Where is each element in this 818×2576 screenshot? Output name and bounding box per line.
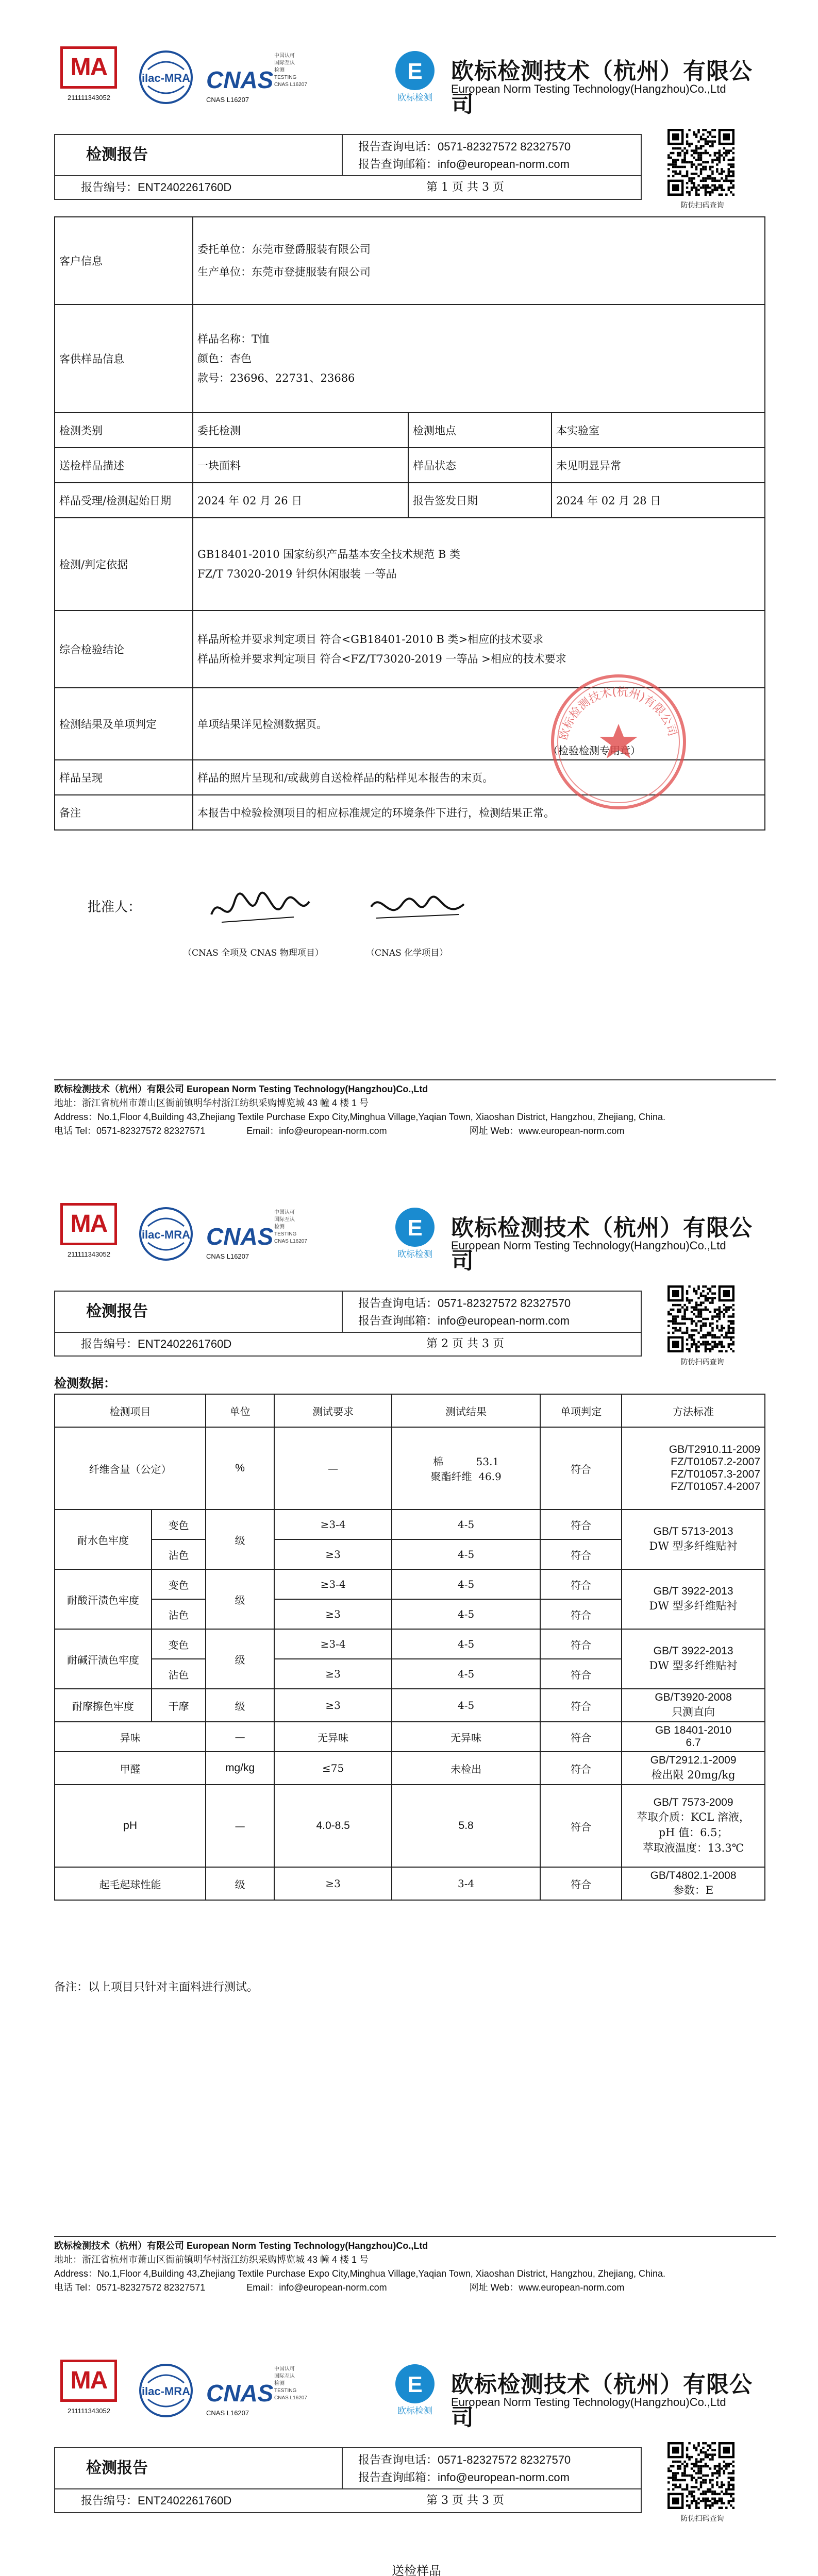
qr-caption: 防伪扫码查询 (680, 1358, 724, 1366)
method-line: DW 型多纤维贴衬 (649, 1600, 738, 1612)
requirement-cell: ≥3-4 (274, 1629, 392, 1659)
cell-label: 综合检验结论 (55, 611, 193, 688)
footer-company: 欧标检测技术（杭州）有限公司 European Norm Testing Technology(Hangzhou)Co.,Ltd (54, 2241, 428, 2251)
cnas-side-text (274, 1209, 307, 1245)
eu-norm-logo (387, 1206, 443, 1260)
column-header: 检测项目 (55, 1394, 206, 1427)
cnas-side-line: 检测 (274, 67, 285, 73)
requirement-cell: 4.0-8.5 (274, 1785, 392, 1867)
method-line: GB/T2910.11-2009 (669, 1444, 760, 1455)
ma-mark: MA (60, 46, 117, 89)
table-row (55, 1689, 765, 1722)
table-row (55, 1752, 765, 1785)
photo-title: 送检样品 (392, 2564, 441, 2576)
cell-label: 样品状态 (408, 448, 552, 483)
email-label: 报告查询邮箱： (358, 158, 438, 171)
method-cell (622, 1427, 765, 1510)
method-line: DW 型多纤维贴衬 (649, 1540, 738, 1552)
judgement-cell: 符合 (540, 1752, 622, 1785)
method-line: GB/T 3922-2013 (653, 1585, 733, 1597)
phone-line (358, 2451, 641, 2469)
ma-mark: MA (60, 1203, 117, 1245)
requirement-cell: — (274, 1427, 392, 1510)
method-cell (622, 1867, 765, 1900)
judgement-cell: 符合 (540, 1569, 622, 1599)
footer-address-cn: 地址：浙江省杭州市萧山区衙前镇明华村浙江纺织采购博览城 43 幢 4 楼 1 号 (54, 1098, 369, 1108)
svg-text:E: E (407, 59, 423, 84)
report-number-row (54, 1333, 642, 1357)
result-cell: 4-5 (392, 1629, 540, 1659)
company-name-en: European Norm Testing Technology(Hangzhou)Co.,Ltd (451, 2396, 726, 2409)
cnas-side-line: 中国认可 (274, 1210, 295, 1215)
svg-text:E: E (407, 2372, 423, 2397)
method-cell (622, 1785, 765, 1867)
basis-row (55, 518, 765, 611)
subitem-cell: 沾色 (152, 1539, 206, 1569)
cell-value: 2024 年 02 月 28 日 (552, 483, 765, 518)
unit-cell: 级 (206, 1629, 274, 1689)
report-page-1 (0, 0, 818, 1157)
ma-logo (54, 46, 124, 107)
email-line (358, 156, 641, 173)
seal-line: （检验检测专用章） (548, 744, 641, 757)
judgement-cell: 符合 (540, 1539, 622, 1569)
report-title-band (54, 134, 745, 210)
cnas-side-line: 检测 (274, 1224, 285, 1230)
eu-norm-logo (387, 2362, 443, 2416)
subitem-cell: 沾色 (152, 1659, 206, 1689)
email-value: info@european-norm.com (438, 2471, 570, 2484)
signature-2-caption: （CNAS 化学项目） (366, 948, 448, 958)
method-line: 检出限 20mg/kg (651, 1769, 736, 1781)
footer-email: Email：info@european-norm.com (246, 1126, 387, 1136)
client-producer: 生产单位：东莞市登捷服装有限公司 (197, 266, 371, 278)
eu-norm-logo (387, 49, 443, 103)
result-cell: 4-5 (392, 1569, 540, 1599)
report-no (81, 176, 231, 199)
method-line: DW 型多纤维贴衬 (649, 1659, 738, 1672)
report-number-row (54, 176, 642, 200)
report-no (81, 1333, 231, 1355)
method-line: GB/T 3922-2013 (653, 1645, 733, 1657)
report-no-label: 报告编号： (81, 181, 138, 194)
cnas-side-line: 国际互认 (274, 1217, 295, 1223)
cnas-mark: CNAS (206, 66, 274, 93)
method-cell (622, 1510, 765, 1569)
cnas-number: CNAS L16207 (206, 1252, 249, 1260)
cnas-side-line: CNAS L16207 (274, 2395, 307, 2401)
ma-number: 211111343052 (68, 94, 110, 101)
method-cell (622, 1569, 765, 1629)
footer-address-cn: 地址：浙江省杭州市萧山区衙前镇明华村浙江纺织采购博览城 43 幢 4 楼 1 号 (54, 2255, 369, 2265)
method-line: GB/T 7573-2009 (653, 1797, 733, 1808)
svg-text:ilac-MRA: ilac-MRA (141, 72, 191, 84)
method-line: 参数：E (673, 1884, 714, 1896)
item-cell: 耐酸汗渍色牢度 (55, 1569, 152, 1629)
email-label: 报告查询邮箱： (358, 1314, 438, 1327)
table-row (55, 1722, 765, 1752)
unit-cell: — (206, 1722, 274, 1752)
svg-text:欧标检测: 欧标检测 (397, 2406, 432, 2416)
ma-number: 211111343052 (68, 2407, 110, 2415)
method-line: FZ/T01057.3-2007 (671, 1468, 760, 1480)
report-title: 检测报告 (54, 2447, 343, 2489)
email-line (358, 2469, 641, 2486)
contact-box (343, 1291, 642, 1333)
cell-value: 本实验室 (552, 413, 765, 448)
report-title-band (54, 2447, 745, 2523)
item-cell: 起毛起球性能 (55, 1867, 206, 1900)
cell-value: 未见明显异常 (552, 448, 765, 483)
cell-label: 检测结果及单项判定 (55, 688, 193, 760)
report-title-band (54, 1291, 745, 1366)
column-header: 测试结果 (392, 1394, 540, 1427)
table-row (55, 1629, 765, 1659)
cnas-side-line: 国际互认 (274, 2374, 295, 2379)
table-remark: 备注：以上项目只针对主面料进行测试。 (54, 1981, 259, 1994)
item-cell: 纤维含量（公定） (55, 1427, 206, 1510)
judgement-cell: 符合 (540, 1629, 622, 1659)
page-indicator: 第 3 页 共 3 页 (426, 2494, 504, 2507)
table-row (55, 1569, 765, 1599)
result-cell (392, 1427, 540, 1510)
footer-divider (54, 2236, 776, 2237)
phone-value: 0571-82327572 82327570 (438, 140, 571, 153)
cnas-logo (206, 2360, 314, 2420)
result-cell: 4-5 (392, 1689, 540, 1722)
page-footer (54, 2236, 776, 2295)
report-no-label: 报告编号： (81, 2494, 138, 2507)
ma-number: 211111343052 (68, 1250, 110, 1258)
table-row (55, 1427, 765, 1510)
ma-mark: MA (60, 2360, 117, 2402)
footer-tel: 电话 Tel：0571-82327572 82327571 (54, 1126, 206, 1136)
method-line: GB/T4802.1-2008 (650, 1870, 737, 1882)
footer-email: Email：info@european-norm.com (246, 2282, 387, 2293)
sample-info-row (55, 304, 765, 413)
cell-value (193, 304, 765, 413)
requirement-cell: ≥3 (274, 1659, 392, 1689)
report-no-value: ENT2402261760D (138, 181, 232, 194)
footer-address-en: Address：No.1,Floor 4,Building 43,Zhejiang Textile Purchase Expo City,Minghua Village,Yaqian Town, Xiaoshan District, Hangzhou, Zhejiang, China. (54, 1112, 665, 1122)
sample-style: 款号：23696、22731、23686 (197, 372, 355, 384)
approver-label: 批准人： (88, 900, 142, 915)
cnas-logo (206, 46, 314, 107)
item-cell: 耐碱汗渍色牢度 (55, 1629, 152, 1689)
phone-label: 报告查询电话： (358, 1297, 438, 1310)
qr-code[interactable] (667, 2442, 734, 2509)
cell-label: 样品受理/检测起始日期 (55, 483, 193, 518)
result-cell: 4-5 (392, 1510, 540, 1539)
judgement-cell: 符合 (540, 1785, 622, 1867)
cnas-side-line: 检测 (274, 2381, 285, 2386)
ma-logo (54, 2360, 124, 2420)
method-line: FZ/T01057.2-2007 (671, 1456, 760, 1468)
footer-contact (54, 1124, 776, 1138)
method-line: GB/T3920-2008 (655, 1691, 732, 1703)
method-line: FZ/T01057.4-2007 (671, 1481, 760, 1493)
cell-value: 委托检测 (193, 413, 408, 448)
result-text: 单项结果详见检测数据页。 (197, 718, 327, 731)
svg-text:ilac-MRA: ilac-MRA (141, 1228, 191, 1241)
table-row (55, 1867, 765, 1900)
footer-tel: 电话 Tel：0571-82327572 82327571 (54, 2282, 206, 2293)
ilac-mra-logo (137, 2362, 196, 2419)
report-page-2 (0, 1157, 818, 2313)
requirement-cell: ≤75 (274, 1752, 392, 1785)
cell-value: 一块面料 (193, 448, 408, 483)
result-cell: 3-4 (392, 1867, 540, 1900)
report-title: 检测报告 (54, 1291, 343, 1333)
cnas-side-line: 中国认可 (274, 2366, 295, 2372)
footer-company: 欧标检测技术（杭州）有限公司 European Norm Testing Technology(Hangzhou)Co.,Ltd (54, 1084, 428, 1094)
method-line: GB/T2912.1-2009 (650, 1754, 737, 1766)
page-indicator: 第 1 页 共 3 页 (426, 181, 504, 194)
company-name-en: European Norm Testing Technology(Hangzhou)Co.,Ltd (451, 1239, 726, 1252)
cell-value (193, 518, 765, 611)
email-label: 报告查询邮箱： (358, 2471, 438, 2484)
cell-label: 报告签发日期 (408, 483, 552, 518)
method-cell (622, 1689, 765, 1722)
unit-cell: 级 (206, 1689, 274, 1722)
qr-caption: 防伪扫码查询 (680, 201, 724, 210)
report-page-3 (0, 2313, 818, 2576)
judgement-cell: 符合 (540, 1510, 622, 1539)
client-info-row (55, 217, 765, 304)
item-cell: pH (55, 1785, 206, 1867)
cell-value: 2024 年 02 月 26 日 (193, 483, 408, 518)
result-cell: 无异味 (392, 1722, 540, 1752)
item-cell: 耐摩擦色牢度 (55, 1689, 152, 1722)
fiber-result: 聚酯纤维 46.9 (430, 1470, 502, 1483)
cell-label: 客户信息 (55, 217, 193, 304)
company-name-cn: 欧标检测技术（杭州）有限公司 (451, 2372, 753, 2430)
method-line: GB/T 5713-2013 (653, 1526, 733, 1537)
column-header: 单项判定 (540, 1394, 622, 1427)
report-no-value: ENT2402261760D (138, 1337, 232, 1350)
footer-web: 网址 Web：www.european-norm.com (469, 2282, 625, 2293)
company-name-cn: 欧标检测技术（杭州）有限公司 (451, 1215, 753, 1274)
judgement-cell: 符合 (540, 1689, 622, 1722)
email-value: info@european-norm.com (438, 1314, 570, 1327)
requirement-cell: ≥3-4 (274, 1510, 392, 1539)
phone-label: 报告查询电话： (358, 2453, 438, 2466)
subitem-cell: 变色 (152, 1569, 206, 1599)
method-line: 萃取介质：KCL 溶液， (637, 1811, 750, 1823)
cell-value (193, 217, 765, 304)
phone-line (358, 1295, 641, 1312)
cnas-mark: CNAS (206, 2380, 274, 2406)
signature-2 (366, 886, 469, 933)
phone-value: 0571-82327572 82327570 (438, 1297, 571, 1310)
result-cell: 未检出 (392, 1752, 540, 1785)
unit-cell: 级 (206, 1569, 274, 1629)
svg-text:欧标检测技术(杭州)有限公司: 欧标检测技术(杭州)有限公司 (557, 685, 679, 741)
cnas-side-line: CNAS L16207 (274, 1239, 307, 1244)
cnas-side-line: TESTING (274, 75, 297, 80)
footer-address-en: Address：No.1,Floor 4,Building 43,Zhejiang Textile Purchase Expo City,Minghua Village,Yaqian Town, Xiaoshan District, Hangzhou, Zhejiang, China. (54, 2268, 665, 2279)
sample-color: 颜色：杏色 (197, 352, 252, 365)
report-no-label: 报告编号： (81, 1337, 138, 1350)
cnas-side-line: TESTING (274, 2388, 297, 2394)
contact-box (343, 134, 642, 176)
requirement-cell: ≥3 (274, 1867, 392, 1900)
basis-standard: FZ/T 73020-2019 针织休闲服装 一等品 (197, 568, 397, 580)
cell-label: 检测类别 (55, 413, 193, 448)
svg-text:欧标检测: 欧标检测 (397, 93, 432, 103)
subitem-cell: 变色 (152, 1510, 206, 1539)
method-cell (622, 1629, 765, 1689)
cell-label: 样品呈现 (55, 760, 193, 795)
email-value: info@european-norm.com (438, 158, 570, 171)
company-seal (546, 670, 691, 814)
ilac-mra-logo (137, 1206, 196, 1262)
contact-box (343, 2447, 642, 2489)
ilac-mra-logo (137, 49, 196, 106)
section-title: 检测数据： (54, 1376, 116, 1391)
sample-desc-row (55, 448, 765, 483)
cell-label: 送检样品描述 (55, 448, 193, 483)
unit-cell: mg/kg (206, 1752, 274, 1785)
signature-1 (206, 886, 314, 933)
method-line: 萃取液温度：13.3℃ (642, 1842, 744, 1854)
method-cell (622, 1722, 765, 1752)
page-indicator: 第 2 页 共 3 页 (426, 1337, 504, 1350)
footer-divider (54, 1079, 776, 1080)
judgement-cell: 符合 (540, 1867, 622, 1900)
signature-1-caption: （CNAS 全项及 CNAS 物理项目） (183, 948, 324, 958)
judgement-cell: 符合 (540, 1599, 622, 1629)
cell-label: 备注 (55, 795, 193, 830)
requirement-cell: ≥3 (274, 1689, 392, 1722)
result-cell: 5.8 (392, 1785, 540, 1867)
item-cell: 异味 (55, 1722, 206, 1752)
result-cell: 4-5 (392, 1539, 540, 1569)
report-no (81, 2489, 231, 2512)
cell-label: 客供样品信息 (55, 304, 193, 413)
report-title: 检测报告 (54, 134, 343, 176)
subitem-cell: 干摩 (152, 1689, 206, 1722)
phone-value: 0571-82327572 82327570 (438, 2453, 571, 2466)
result-cell: 4-5 (392, 1659, 540, 1689)
page-header (54, 2360, 765, 2430)
unit-cell: 级 (206, 1510, 274, 1569)
requirement-cell: ≥3 (274, 1539, 392, 1569)
unit-cell: 级 (206, 1867, 274, 1900)
svg-text:E: E (407, 1215, 423, 1241)
judgement-cell: 符合 (540, 1427, 622, 1510)
svg-text:ilac-MRA: ilac-MRA (141, 2385, 191, 2398)
result-cell: 4-5 (392, 1599, 540, 1629)
cell-label: 检测/判定依据 (55, 518, 193, 611)
cnas-side-line: CNAS L16207 (274, 82, 307, 88)
phone-label: 报告查询电话： (358, 140, 438, 153)
judgement-cell: 符合 (540, 1659, 622, 1689)
cnas-side-line: 中国认可 (274, 53, 295, 59)
method-line: 只测直向 (672, 1706, 715, 1718)
cnas-side-line: TESTING (274, 1231, 297, 1237)
footer-web: 网址 Web：www.european-norm.com (469, 1126, 625, 1136)
cell-label: 检测地点 (408, 413, 552, 448)
cnas-side-text (274, 2366, 307, 2402)
fiber-result: 棉 53.1 (433, 1455, 499, 1468)
item-cell: 耐水色牢度 (55, 1510, 152, 1569)
ma-logo (54, 1203, 124, 1264)
company-name-cn: 欧标检测技术（杭州）有限公司 (451, 59, 753, 117)
qr-code[interactable] (667, 1285, 734, 1352)
cnas-side-line: 国际互认 (274, 60, 295, 66)
judgement-cell: 符合 (540, 1722, 622, 1752)
table-header-row (55, 1394, 765, 1427)
method-line: 6.7 (686, 1737, 701, 1749)
test-data-table (54, 1394, 765, 1901)
date-row (55, 483, 765, 518)
sample-name: 样品名称：T恤 (197, 333, 270, 345)
cnas-side-text (274, 53, 307, 89)
cnas-logo (206, 1203, 314, 1264)
cnas-mark: CNAS (206, 1223, 274, 1250)
method-cell (622, 1752, 765, 1785)
table-row (55, 1510, 765, 1539)
cnas-number: CNAS L16207 (206, 2409, 249, 2417)
cell-value: 样品的照片呈现和/或裁剪自送检样品的粘样见本报告的末页。 (193, 760, 765, 795)
client-entrust: 委托单位：东莞市登爵服装有限公司 (197, 243, 371, 256)
table-row (55, 1785, 765, 1867)
footer-contact (54, 2281, 776, 2295)
subitem-cell: 沾色 (152, 1599, 206, 1629)
svg-text:欧标检测: 欧标检测 (397, 1249, 432, 1260)
report-number-row (54, 2489, 642, 2513)
column-header: 单位 (206, 1394, 274, 1427)
item-cell: 甲醛 (55, 1752, 206, 1785)
qr-caption: 防伪扫码查询 (680, 2515, 724, 2523)
cell-value: 本报告中检验检测项目的相应标准规定的环境条件下进行，检测结果正常。 (193, 795, 765, 830)
phone-line (358, 138, 641, 156)
column-header: 方法标准 (622, 1394, 765, 1427)
conclusion-line: 样品所检并要求判定项目 符合<GB18401-2010 B 类>相应的技术要求 (197, 633, 544, 646)
cnas-number: CNAS L16207 (206, 96, 249, 104)
requirement-cell: ≥3 (274, 1599, 392, 1629)
company-name-en: European Norm Testing Technology(Hangzhou)Co.,Ltd (451, 82, 726, 95)
page-header (54, 46, 765, 117)
test-type-row (55, 413, 765, 448)
conclusion-line: 样品所检并要求判定项目 符合<FZ/T73020-2019 一等品 >相应的技术要求 (197, 653, 566, 665)
page-footer (54, 1079, 776, 1138)
column-header: 测试要求 (274, 1394, 392, 1427)
email-line (358, 1312, 641, 1330)
page-header (54, 1203, 765, 1274)
subitem-cell: 变色 (152, 1629, 206, 1659)
requirement-cell: 无异味 (274, 1722, 392, 1752)
method-line: GB 18401-2010 (655, 1724, 732, 1736)
unit-cell: % (206, 1427, 274, 1510)
report-no-value: ENT2402261760D (138, 2494, 232, 2507)
qr-code[interactable] (667, 129, 734, 196)
unit-cell: — (206, 1785, 274, 1867)
basis-standard: GB18401-2010 国家纺织产品基本安全技术规范 B 类 (197, 548, 461, 561)
method-line: pH 值：6.5； (658, 1826, 728, 1839)
requirement-cell: ≥3-4 (274, 1569, 392, 1599)
approval-section (77, 886, 593, 974)
